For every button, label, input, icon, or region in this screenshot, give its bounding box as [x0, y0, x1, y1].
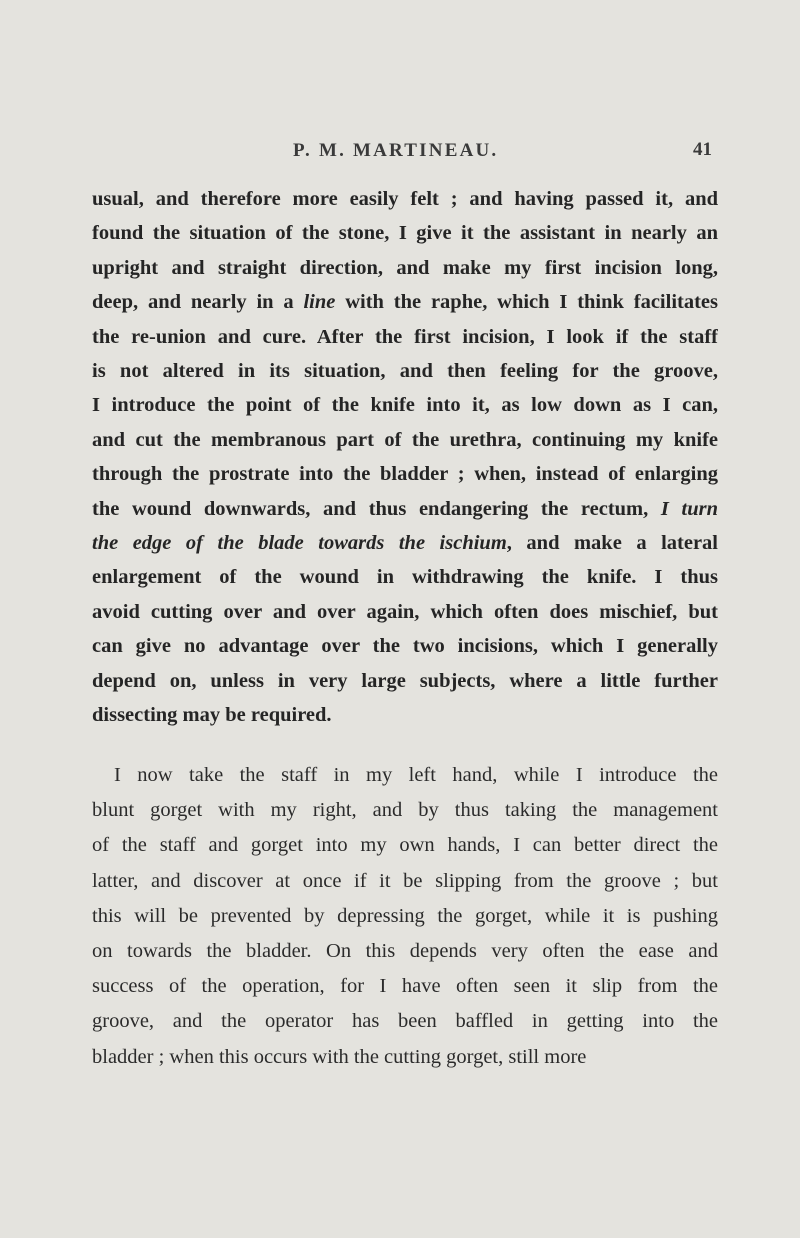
text-line [92, 560, 718, 594]
text-segment: , and make a lateral [506, 532, 718, 555]
text-segment: this will be prevented by depressing the gorget, while it is pushing [92, 904, 718, 927]
text-segment: enlargement of the wound in withdrawing the knife. I thus [92, 566, 718, 589]
text-segment: usual, and therefore more easily felt ; and having passed it, and [92, 188, 718, 210]
paragraph-1 [92, 182, 718, 733]
text-line [92, 899, 718, 934]
text-line [92, 629, 718, 663]
text-segment: can give no advantage over the two incisions, which I generally [92, 635, 718, 658]
text-line [92, 595, 718, 629]
text-segment: the re-union and cure. After the first incision, I look if the staff [92, 325, 718, 348]
text-line [92, 182, 718, 216]
text-segment: bladder ; when this occurs with the cutting gorget, still more [92, 1045, 587, 1068]
text-line [92, 388, 718, 422]
text-segment: dissecting may be required. [92, 704, 332, 727]
text-segment: groove, and the operator has been baffled in getting into the [92, 1010, 718, 1033]
text-line [92, 526, 718, 560]
italic-text: line [303, 291, 336, 314]
text-segment: I introduce the point of the knife into it, as low down as I can, [92, 394, 718, 417]
text-line [92, 758, 718, 793]
text-segment: blunt gorget with my right, and by thus taking the management [92, 799, 718, 822]
italic-text: the edge of the blade towards the ischium [92, 532, 507, 555]
text-segment: is not altered in its situation, and then feeling for the groove, [92, 360, 718, 383]
text-line [92, 934, 718, 969]
text-segment: with the raphe, which I think facilitates [335, 291, 718, 314]
paragraph-2 [92, 758, 718, 1075]
text-line [92, 457, 718, 491]
text-line [92, 354, 718, 388]
text-line [92, 492, 718, 526]
text-segment: on towards the bladder. On this depends very often the ease and [92, 940, 718, 963]
text-segment: avoid cutting over and over again, which often does mischief, but [92, 600, 718, 623]
text-segment: of the staff and gorget into my own hands, I can better direct the [92, 834, 718, 857]
text-segment: the wound downwards, and thus endangering the rectum, [92, 497, 661, 520]
text-segment: found the situation of the stone, I give it the assistant in nearly an [92, 222, 718, 245]
text-line [92, 320, 718, 354]
text-segment: upright and straight direction, and make my first incision long, [92, 256, 718, 279]
text-line [92, 698, 718, 732]
text-line [92, 664, 718, 698]
text-line [92, 1040, 718, 1075]
text-segment: success of the operation, for I have often seen it slip from the [92, 975, 718, 998]
running-title: P. M. MARTINEAU. [293, 140, 499, 161]
text-line [92, 793, 718, 828]
text-line [92, 1004, 718, 1039]
text-line [92, 423, 718, 457]
text-line [92, 216, 718, 250]
italic-text: I turn [660, 497, 718, 520]
text-segment: I now take the staff in my left hand, while I introduce the [114, 764, 718, 786]
text-line [92, 969, 718, 1004]
text-segment: latter, and discover at once if it be slipping from the groove ; but [92, 869, 718, 892]
text-line [92, 285, 718, 319]
text-segment: depend on, unless in very large subjects, where a little further [92, 669, 718, 692]
text-segment: and cut the membranous part of the urethra, continuing my knife [92, 428, 718, 451]
text-line [92, 251, 718, 285]
text-segment: deep, and nearly in a [92, 291, 304, 314]
running-head [0, 140, 800, 170]
text-segment: through the prostrate into the bladder ; when, instead of enlarging [92, 463, 718, 486]
page-number: 41 [693, 139, 712, 160]
text-line [92, 828, 718, 863]
text-line [92, 864, 718, 899]
